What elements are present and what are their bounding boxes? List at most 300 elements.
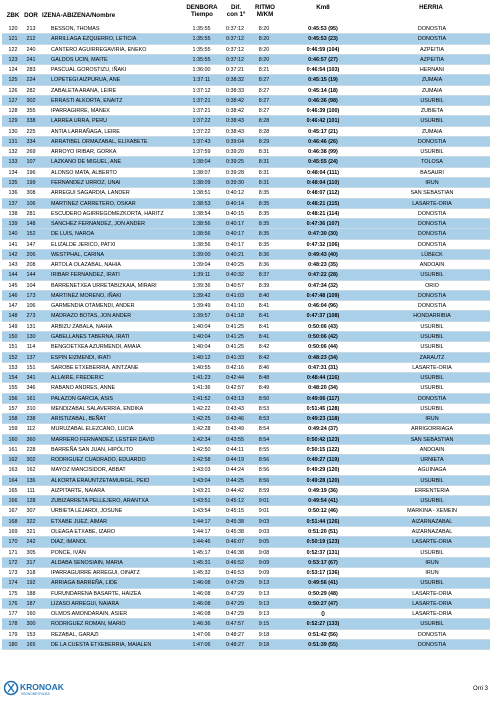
logo-text: KRONOAK <box>20 682 64 692</box>
cell-zbk: 172 <box>8 559 18 566</box>
cell-zbk: 147 <box>8 303 18 310</box>
table-row <box>2 506 490 516</box>
cell-herria: DONOSTIA <box>417 231 447 238</box>
table-row <box>2 209 490 219</box>
cell-zbk: 155 <box>8 385 18 392</box>
cell-km8: 0:50:19 (123) <box>306 539 340 546</box>
cell-km8: 0:47:30 (30) <box>308 231 338 238</box>
header-zbk: ZBK <box>6 12 20 19</box>
table-row <box>2 578 490 588</box>
cell-ritmo: 8:50 <box>258 395 270 402</box>
cell-herria: AZPEITIA <box>420 56 444 63</box>
cell-herria: USURBIL <box>420 97 444 104</box>
table-row <box>2 496 490 506</box>
cell-herria: DONOSTIA <box>417 292 447 299</box>
cell-herria: ZUMAIA <box>421 128 443 135</box>
cell-km8: 0:52:27 (133) <box>306 621 340 628</box>
cell-dor: 153 <box>26 631 36 638</box>
cell-ritmo: 9:05 <box>258 539 270 546</box>
cell-dor: 208 <box>26 262 36 269</box>
cell-dor: 273 <box>26 313 36 320</box>
cell-herria: DONOSTIA <box>417 241 447 248</box>
cell-time: 1:39:11 <box>192 272 211 279</box>
cell-ritmo: 8:27 <box>258 108 270 115</box>
cell-km8: 0:47:37 (108) <box>306 313 340 320</box>
cell-name: DE LA CUESTA ETXEBERRIA, MAIALEN <box>51 641 152 648</box>
cell-dif: 0:39:20 <box>226 149 244 156</box>
cell-dif: 0:45:38 <box>226 518 244 525</box>
cell-zbk: 124 <box>8 67 18 74</box>
cell-ritmo: 8:54 <box>258 436 270 443</box>
table-row <box>2 589 490 599</box>
cell-dif: 0:38:43 <box>226 118 244 125</box>
header-ritmo: RITMO <box>255 4 275 11</box>
table-row <box>2 445 490 455</box>
cell-km8: 0:45:55 (24) <box>308 159 338 166</box>
cell-name: ALKORTA ERAUNTZETAMURGIL, PEIO <box>51 477 150 484</box>
table-row <box>2 55 490 65</box>
cell-herria: URNIETA <box>420 457 444 464</box>
cell-dor: 130 <box>26 333 36 340</box>
cell-time: 1:38:56 <box>192 221 211 228</box>
cell-dif: 0:37:21 <box>226 67 244 74</box>
cell-dor: 206 <box>26 251 36 258</box>
table-row <box>2 240 490 250</box>
table-row <box>2 630 490 640</box>
cell-ritmo: 8:56 <box>258 477 270 484</box>
table-row <box>2 476 490 486</box>
cell-ritmo: 8:31 <box>258 169 270 176</box>
cell-herria: DONOSTIA <box>417 395 447 402</box>
cell-dor: 213 <box>26 26 36 32</box>
cell-ritmo: 8:31 <box>258 149 270 156</box>
logo-subtext: KRONOMETRAJEA <box>21 692 50 696</box>
cell-herria: MARKINA - XEMEIN <box>407 508 457 515</box>
cell-name: OLEAGA ETXABE, IZARO <box>51 529 116 536</box>
cell-time: 1:39:36 <box>192 282 211 289</box>
cell-km8: 0:51:42 (56) <box>308 631 338 638</box>
cell-dor: 165 <box>26 641 36 648</box>
table-row <box>2 199 490 209</box>
cell-name: ARREGUI SAGARDIA, LANDER <box>51 190 130 197</box>
cell-ritmo: 8:31 <box>258 159 270 166</box>
cell-name: ARROYO IRIBAR, GORKA <box>51 149 117 156</box>
cell-ritmo: 8:53 <box>258 416 270 423</box>
cell-name: CANTERO AGUIRREGAVIRIA, ENEKO <box>51 46 147 53</box>
cell-time: 1:38:56 <box>192 231 211 238</box>
cell-ritmo: 9:01 <box>258 498 270 505</box>
cell-name: ESCUDERO AGIRREGOMEZKORTA, HARITZ <box>51 210 164 217</box>
cell-name: MARTINEZ CARRETERO, OSKAR <box>51 200 136 207</box>
cell-herria: LASARTE-ORIA <box>412 539 452 546</box>
cell-ritmo: 8:35 <box>258 210 270 217</box>
cell-ritmo: 8:48 <box>258 375 270 382</box>
cell-km8: 0:49:06 (117) <box>306 395 340 402</box>
cell-ritmo: 9:18 <box>258 641 270 648</box>
cell-zbk: 173 <box>8 570 18 577</box>
cell-zbk: 164 <box>8 477 18 484</box>
cell-km8: 0:49:56 (41) <box>308 580 338 587</box>
cell-dif: 0:37:12 <box>226 26 244 32</box>
table-row <box>2 342 490 352</box>
cell-dif: 0:42:16 <box>226 364 244 371</box>
cell-dif: 0:40:15 <box>226 210 244 217</box>
cell-dif: 0:39:28 <box>226 169 244 176</box>
cell-zbk: 159 <box>8 426 18 433</box>
cell-dor: 308 <box>26 190 36 197</box>
cell-name: GABELLANES TABERNA, IRATI <box>51 333 130 340</box>
table-row <box>2 45 490 55</box>
cell-time: 1:47:06 <box>192 641 211 648</box>
cell-zbk: 168 <box>8 518 18 525</box>
cell-km8: 0:49:43 (40) <box>308 251 338 258</box>
cell-time: 1:43:54 <box>192 508 211 515</box>
cell-km8: 0:47:48 (109) <box>306 292 340 299</box>
cell-ritmo: 8:41 <box>258 303 270 310</box>
cell-herria: ERRENTERIA <box>414 487 450 494</box>
cell-herria: USURBIL <box>420 621 444 628</box>
cell-dor: 187 <box>26 600 36 607</box>
cell-time: 1:38:56 <box>192 241 211 248</box>
cell-dor: 112 <box>26 426 36 433</box>
table-row <box>2 435 490 445</box>
cell-time: 1:43:04 <box>192 477 211 484</box>
cell-dor: 225 <box>26 128 36 135</box>
cell-km8: 0:50:06 (44) <box>308 344 338 351</box>
cell-dor: 162 <box>26 467 36 474</box>
cell-herria: USURBIL <box>420 272 444 279</box>
cell-zbk: 153 <box>8 364 18 371</box>
cell-time: 1:37:22 <box>192 128 211 135</box>
cell-time: 1:39:04 <box>192 262 211 269</box>
cell-time: 1:42:34 <box>192 436 211 443</box>
cell-herria: DONOSTIA <box>417 631 447 638</box>
cell-herria: ZUMAIA <box>421 77 443 84</box>
table-row <box>2 640 490 650</box>
cell-herria: ARRIGORRIAGA <box>411 426 453 433</box>
cell-name: URBIETA LEJARDI, JOSUNE <box>51 508 123 515</box>
cell-name: ELIZALDE JERICO, PATXI <box>51 241 116 248</box>
cell-time: 1:38:09 <box>192 179 211 186</box>
cell-herria: DONOSTIA <box>417 26 447 32</box>
cell-dor: 302 <box>26 457 36 464</box>
table-row <box>2 116 490 126</box>
cell-km8: 0:48:21 (114) <box>306 210 340 217</box>
cell-dor: 151 <box>26 364 36 371</box>
cell-herria: LÜBECK <box>421 251 443 258</box>
cell-dor: 302 <box>26 97 36 104</box>
cell-name: ALONSO MATA, ALBERTO <box>51 169 117 176</box>
cell-zbk: 171 <box>8 549 18 556</box>
cell-name: ESPIN EIZMENDI, IRATI <box>51 354 111 361</box>
cell-ritmo: 9:09 <box>258 570 270 577</box>
cell-km8: 0:47:36 (107) <box>306 221 340 228</box>
cell-time: 1:39:49 <box>192 303 211 310</box>
cell-dif: 0:41:25 <box>226 323 244 330</box>
cell-zbk: 137 <box>8 200 18 207</box>
cell-herria: IRUN <box>425 179 439 186</box>
cell-name: WESTPHAL, CARINA <box>51 251 105 258</box>
cell-ritmo: 8:28 <box>258 118 270 125</box>
table-row <box>2 86 490 96</box>
table-row <box>2 24 490 34</box>
cell-ritmo: 8:56 <box>258 467 270 474</box>
cell-zbk: 167 <box>8 508 18 515</box>
cell-name: BARRENETXEA URRETABIZKAIA, MIRARI <box>51 282 157 289</box>
cell-name: DE LUIS, NAROA <box>51 231 95 238</box>
cell-zbk: 175 <box>8 590 18 597</box>
cell-dif: 0:40:32 <box>226 272 244 279</box>
cell-dor: 152 <box>26 231 36 238</box>
cell-km8: 0:45:53 (23) <box>308 36 338 43</box>
table-row <box>2 609 490 619</box>
cell-zbk: 154 <box>8 375 18 382</box>
cell-km8: 0:46:39 (100) <box>306 108 340 115</box>
cell-km8: 0:45:15 (19) <box>308 77 338 84</box>
cell-ritmo: 8:20 <box>258 26 270 32</box>
cell-time: 1:35:55 <box>192 46 211 53</box>
cell-time: 1:45:31 <box>192 559 211 566</box>
cell-time: 1:45:17 <box>192 549 211 556</box>
cell-ritmo: 8:41 <box>258 313 270 320</box>
cell-zbk: 150 <box>8 333 18 340</box>
table-row <box>2 260 490 270</box>
cell-zbk: 132 <box>8 149 18 156</box>
cell-name: ZABALETA ARANA, LEIRE <box>51 87 117 94</box>
cell-time: 1:47:06 <box>192 631 211 638</box>
cell-herria: DONOSTIA <box>417 210 447 217</box>
cell-dif: 0:39:04 <box>226 138 244 145</box>
cell-km8: 0:50:06 (43) <box>308 323 338 330</box>
cell-ritmo: 8:56 <box>258 457 270 464</box>
cell-name: FERNANDEZ URROZ, UNAI <box>51 179 121 186</box>
cell-ritmo: 8:37 <box>258 272 270 279</box>
cell-dor: 300 <box>26 621 36 628</box>
cell-km8: 0:47:22 (28) <box>308 272 338 279</box>
cell-zbk: 142 <box>8 251 18 258</box>
cell-zbk: 158 <box>8 416 18 423</box>
cell-km8: 0:49:27 (119) <box>306 457 340 464</box>
cell-herria: DONOSTIA <box>417 138 447 145</box>
cell-zbk: 135 <box>8 179 18 186</box>
cell-dor: 322 <box>26 518 36 525</box>
cell-ritmo: 8:35 <box>258 241 270 248</box>
cell-km8: 0:46:54 (103) <box>306 67 340 74</box>
cell-km8: () <box>321 611 325 618</box>
cell-dif: 0:46:38 <box>226 549 244 556</box>
cell-herria: LASARTE-ORIA <box>412 600 452 607</box>
cell-name: SANCHEZ FERNANDEZ, JON ANDER <box>51 221 146 228</box>
cell-time: 1:45:32 <box>192 570 211 577</box>
cell-name: MURUZABAL ELEZCANO, LUCIA <box>51 426 134 433</box>
kronoak-logo-icon <box>4 680 84 696</box>
table-row <box>2 96 490 106</box>
cell-dor: 242 <box>26 539 36 546</box>
cell-dif: 0:46:53 <box>226 570 244 577</box>
cell-dif: 0:43:46 <box>226 416 244 423</box>
cell-herria: USURBIL <box>420 375 444 382</box>
cell-time: 1:39:42 <box>192 292 211 299</box>
cell-km8: 0:51:20 (51) <box>308 529 338 536</box>
cell-herria: ZUMAIA <box>421 87 443 94</box>
cell-name: LAZKANO DE MIGUEL, ANE <box>51 159 122 166</box>
cell-name: RODRIGUEZ CUADRADO, EDUARDO <box>51 457 146 464</box>
cell-name: IRIBAR FERNANDEZ, IRATI <box>51 272 120 279</box>
cell-herria: AGUINAGA <box>417 467 447 474</box>
cell-dor: 136 <box>26 477 36 484</box>
cell-herria: DONOSTIA <box>417 221 447 228</box>
cell-ritmo: 9:13 <box>258 611 270 618</box>
cell-herria: USURBIL <box>420 344 444 351</box>
cell-zbk: 170 <box>8 539 18 546</box>
cell-zbk: 126 <box>8 87 18 94</box>
cell-name: ARTOLA OLAZABAL, NAHIA <box>51 262 121 269</box>
cell-km8: 0:50:06 (42) <box>308 333 338 340</box>
cell-km8: 0:51:39 (55) <box>308 641 338 648</box>
cell-time: 1:41:36 <box>192 385 211 392</box>
table-row <box>2 394 490 404</box>
cell-zbk: 141 <box>8 241 18 248</box>
cell-dor: 144 <box>26 272 36 279</box>
cell-zbk: 133 <box>8 159 18 166</box>
cell-dif: 0:43:13 <box>226 395 244 402</box>
cell-zbk: 177 <box>8 611 18 618</box>
cell-zbk: 128 <box>8 108 18 115</box>
cell-ritmo: 9:15 <box>258 621 270 628</box>
cell-name: LOPETEGI AIZPURUA, ANE <box>51 77 121 84</box>
header-name: IZENA-ABIZENA/Nombre <box>42 12 116 19</box>
cell-zbk: 169 <box>8 529 18 536</box>
table-row <box>2 301 490 311</box>
cell-zbk: 140 <box>8 231 18 238</box>
cell-dor: 188 <box>26 590 36 597</box>
cell-herria: TOLOSA <box>421 159 443 166</box>
cell-time: 1:44:46 <box>192 539 211 546</box>
cell-name: ETXABE JUEZ, AIMAR <box>51 518 108 525</box>
cell-time: 1:37:21 <box>192 97 211 104</box>
cell-herria: DONOSTIA <box>417 641 447 648</box>
cell-name: SAROBE ETXEBERRIA, AINTZANE <box>51 364 139 371</box>
cell-km8: 0:48:07 (112) <box>306 190 340 197</box>
cell-time: 1:37:21 <box>192 108 211 115</box>
cell-ritmo: 9:08 <box>258 549 270 556</box>
cell-time: 1:37:43 <box>192 138 211 145</box>
cell-ritmo: 8:27 <box>258 87 270 94</box>
cell-time: 1:42:28 <box>192 426 211 433</box>
cell-dif: 0:46:52 <box>226 559 244 566</box>
cell-dor: 192 <box>26 580 36 587</box>
cell-herria: ZUBIETA <box>420 108 444 115</box>
cell-dif: 0:47:29 <box>226 580 244 587</box>
cell-herria: IRUN <box>425 559 439 566</box>
cell-dor: 321 <box>26 529 36 536</box>
cell-zbk: 138 <box>8 210 18 217</box>
table-row <box>2 178 490 188</box>
cell-herria: LASARTE-ORIA <box>412 364 452 371</box>
cell-dor: 107 <box>26 159 36 166</box>
cell-time: 1:38:53 <box>192 200 211 207</box>
cell-dor: 128 <box>26 498 36 505</box>
cell-time: 1:46:08 <box>192 611 211 618</box>
cell-dor: 228 <box>26 446 36 453</box>
cell-km8: 0:50:42 (123) <box>306 436 340 443</box>
cell-dor: 240 <box>26 46 36 53</box>
cell-zbk: 165 <box>8 487 18 494</box>
table-row <box>2 383 490 393</box>
cell-dif: 0:41:03 <box>226 292 244 299</box>
cell-dor: 114 <box>26 344 36 351</box>
cell-dif: 0:44:25 <box>226 477 244 484</box>
cell-time: 1:40:04 <box>192 344 211 351</box>
cell-name: ALLAIRE, FREDERIC <box>51 375 104 382</box>
cell-name: MAYOZ MANCISIDOR, ABBAT <box>51 467 126 474</box>
cell-dor: 346 <box>26 385 36 392</box>
table-row <box>2 517 490 527</box>
table-row <box>2 168 490 178</box>
cell-dif: 0:40:57 <box>226 282 244 289</box>
cell-km8: 0:53:17 (136) <box>306 570 340 577</box>
cell-dor: 360 <box>26 436 36 443</box>
cell-dif: 0:38:33 <box>226 87 244 94</box>
cell-km8: 0:50:15 (122) <box>306 446 340 453</box>
cell-dif: 0:43:55 <box>226 436 244 443</box>
cell-ritmo: 8:27 <box>258 77 270 84</box>
cell-name: ERRASTI ALKORTA, ENAITZ <box>51 97 123 104</box>
cell-zbk: 157 <box>8 405 18 412</box>
table-row <box>2 465 490 475</box>
cell-dor: 317 <box>26 559 36 566</box>
cell-ritmo: 8:55 <box>258 446 270 453</box>
cell-herria: USURBIL <box>420 385 444 392</box>
cell-ritmo: 8:46 <box>258 364 270 371</box>
cell-zbk: 123 <box>8 56 18 63</box>
cell-km8: 0:46:57 (27) <box>308 56 338 63</box>
cell-km8: 0:47:31 (31) <box>308 364 338 371</box>
cell-km8: 0:46:38 (99) <box>308 149 338 156</box>
cell-ritmo: 8:20 <box>258 46 270 53</box>
cell-dor: 318 <box>26 570 36 577</box>
cell-zbk: 174 <box>8 580 18 587</box>
table-row <box>2 281 490 291</box>
cell-km8: 0:48:20 (34) <box>308 385 338 392</box>
table-row <box>2 311 490 321</box>
cell-dif: 0:42:44 <box>226 375 244 382</box>
table-row <box>2 322 490 332</box>
cell-name: PASCUAL GOROSTIZU, IÑAKI <box>51 67 127 74</box>
cell-herria: LASARTE-ORIA <box>412 590 452 597</box>
cell-dor: 160 <box>26 611 36 618</box>
cell-dif: 0:41:33 <box>226 354 244 361</box>
cell-herria: HONDARRIBIA <box>413 313 451 320</box>
cell-time: 1:46:08 <box>192 600 211 607</box>
cell-km8: 0:48:23 (34) <box>308 354 338 361</box>
table-row <box>2 250 490 260</box>
cell-km8: 0:51:45 (128) <box>306 405 340 412</box>
cell-zbk: 125 <box>8 77 18 84</box>
cell-dif: 0:45:12 <box>226 498 244 505</box>
cell-zbk: 146 <box>8 292 18 299</box>
cell-ritmo: 8:21 <box>258 67 270 74</box>
cell-ritmo: 8:49 <box>258 385 270 392</box>
table-row <box>2 147 490 157</box>
cell-zbk: 180 <box>8 641 18 648</box>
cell-km8: 0:47:34 (32) <box>308 282 338 289</box>
cell-time: 1:40:12 <box>192 354 211 361</box>
cell-name: ARBIZU ZABALA, NAHIA <box>51 323 113 330</box>
table-row <box>2 424 490 434</box>
cell-dor: 212 <box>26 36 36 43</box>
cell-herria: LASARTE-ORIA <box>412 200 452 207</box>
